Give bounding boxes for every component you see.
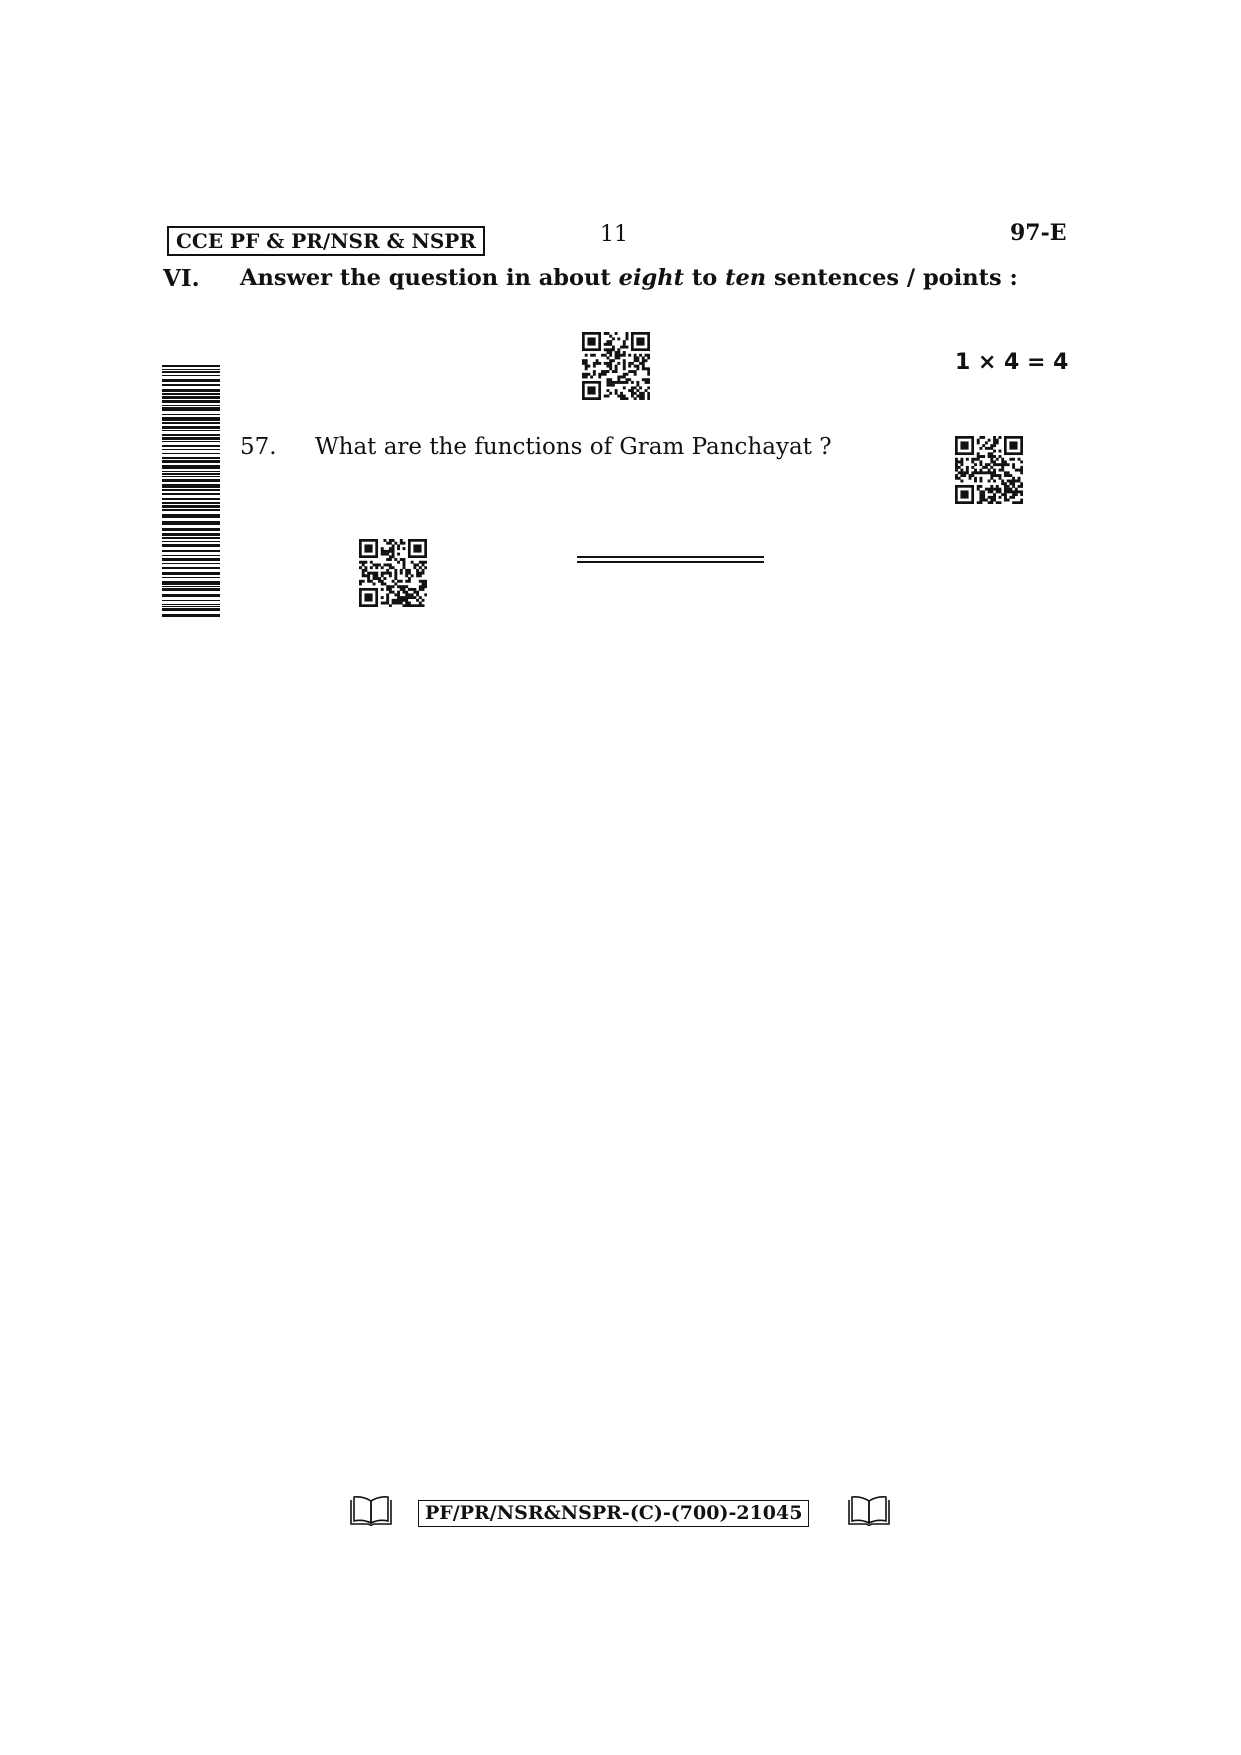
book-icon xyxy=(846,1494,892,1528)
question-text: What are the functions of Gram Panchayat ? xyxy=(315,434,832,460)
book-icon xyxy=(348,1494,394,1528)
qr-code-icon xyxy=(582,332,650,400)
paper-code: 97-E xyxy=(1010,220,1067,246)
marks-allocation: 1 × 4 = 4 xyxy=(955,350,1069,375)
qr-code-icon xyxy=(955,436,1023,504)
question-number: 57. xyxy=(240,434,277,460)
end-of-questions-rule xyxy=(577,556,764,563)
barcode-icon xyxy=(162,365,220,617)
paper-series-code: CCE PF & PR/NSR & NSPR xyxy=(167,226,485,256)
section-instruction: Answer the question in about eight to ten sentences / points : xyxy=(240,265,1018,291)
footer-paper-code: PF/PR/NSR&NSPR-(C)-(700)-21045 xyxy=(418,1500,809,1527)
qr-code-icon xyxy=(359,539,427,607)
page-number: 11 xyxy=(600,222,628,247)
section-number: VI. xyxy=(163,265,200,292)
